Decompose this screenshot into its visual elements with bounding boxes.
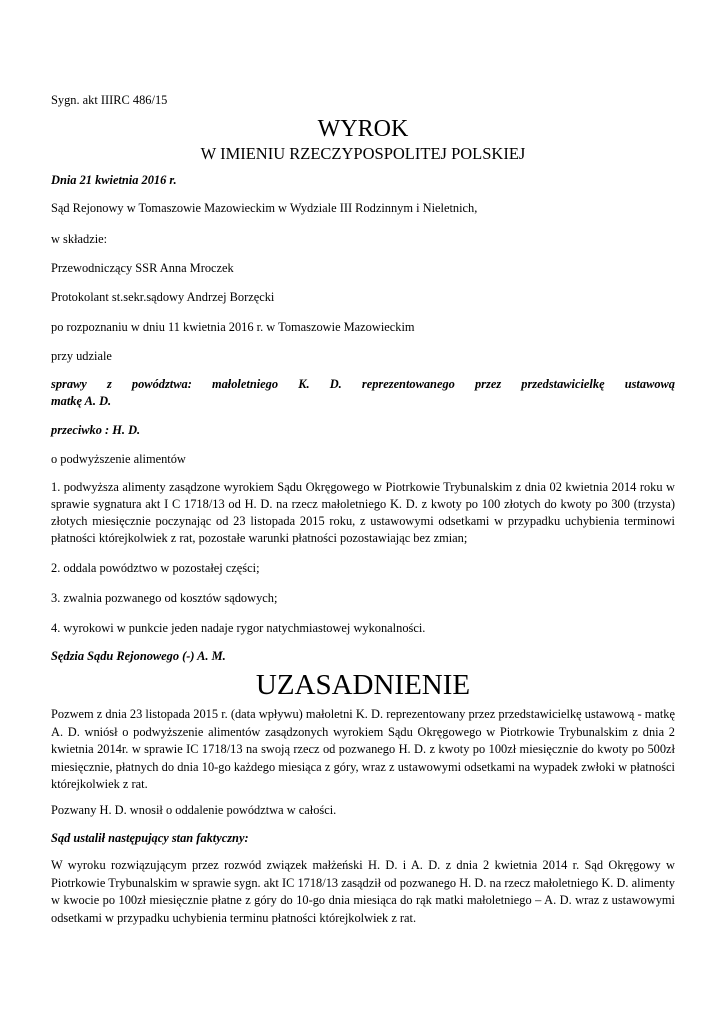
- ruling-point-3: 3. zwalnia pozwanego od kosztów sądowych;: [51, 591, 278, 605]
- ruling-point-4: 4. wyrokowi w punkcie jeden nadaje rygor natychmiastowej wykonalności.: [51, 621, 426, 635]
- case-claimant-line-2: matkę A. D.: [51, 394, 112, 408]
- judgment-date: Dnia 21 kwietnia 2016 r.: [51, 173, 177, 187]
- case-subject: o podwyższenie alimentów: [51, 452, 186, 466]
- document-subtitle: W IMIENIU RZECZYPOSPOLITEJ POLSKIEJ: [200, 144, 526, 163]
- composition-label: w składzie:: [51, 232, 108, 246]
- facts-heading: Sąd ustalił następujący stan faktyczny:: [51, 831, 249, 845]
- hearing-info: po rozpoznaniu w dniu 11 kwietnia 2016 r. w Tomaszowie Mazowieckim: [51, 320, 415, 334]
- court-clerk: Protokolant st.sekr.sądowy Andrzej Borzęcki: [51, 290, 275, 304]
- justification-paragraph-1: Pozwem z dnia 23 listopada 2015 r. (data wpływu) małoletni K. D. reprezentowany przez przedstawicielkę ustawową - matkę A. D. wniósł o podwyższenie alimentów zasądzonych wyrokiem Sądu Okręgowego w Piotrkowie Trybunalskim z dnia 2 kwietnia 2014r. w sprawie IC 1718/13 na swoją rzecz od pozwanego H. D. z kwoty po 100zł miesięcznie do kwoty po 500zł miesięcznie, płatnych do dnia 10-go każdego miesiąca z góry, wraz z ustawowymi odsetkami na wypadek zwłoki w płatności którejkolwiek z rat.: [51, 707, 675, 792]
- justification-title: UZASADNIENIE: [255, 669, 471, 701]
- justification-paragraph-3: W wyroku rozwiązującym przez rozwód związek małżeński H. D. i A. D. z dnia 2 kwietnia 2014 r. Sąd Okręgowy w Piotrkowie Trybunalskim w sprawie sygn. akt IC 1718/13 zasądził od pozwanego H. D. na rzecz małoletniego K. D. alimenty w kwocie po 100zł miesięcznie płatne z góry do 10-go dnia miesiąca do rąk matki małoletniego – A. D. wraz z ustawowymi odsetkami w przypadku uchybienia terminu płatności którejkolwiek z rat.: [51, 858, 675, 925]
- justification-paragraph-2: Pozwany H. D. wnosił o oddalenie powództwa w całości.: [51, 803, 337, 817]
- court-name: Sąd Rejonowy w Tomaszowie Mazowieckim w Wydziale III Rodzinnym i Nieletnich,: [51, 201, 478, 215]
- judge-signature: Sędzia Sądu Rejonowego (-) A. M.: [51, 649, 226, 663]
- document-title: WYROK: [317, 116, 409, 142]
- ruling-point-1: 1. podwyższa alimenty zasądzone wyrokiem Sądu Okręgowego w Piotrkowie Trybunalskim z dnia 02 kwietnia 2014 roku w sprawie sygnatura akt I C 1718/13 od H. D. na rzecz małoletniego K. D. z kwoty po 100 złotych do kwoty po 300 (trzysta) złotych miesięcznie poczynając od 23 listopada 2015 roku, z ustawowymi odsetkami w przypadku uchybienia terminowi płatności którejkolwiek z rat, pozostałe warunki płatności pozostawiając bez zmian;: [51, 480, 675, 545]
- presiding-judge: Przewodniczący SSR Anna Mroczek: [51, 261, 234, 275]
- case-claimant-line-1: sprawy z powództwa: małoletniego K. D. reprezentowanego przez przedstawicielkę ustawową: [51, 377, 675, 391]
- ruling-point-2: 2. oddala powództwo w pozostałej części;: [51, 561, 260, 575]
- participation-label: przy udziale: [51, 349, 112, 363]
- case-defendant: przeciwko : H. D.: [51, 423, 141, 437]
- case-reference: Sygn. akt IIIRC 486/15: [51, 93, 168, 107]
